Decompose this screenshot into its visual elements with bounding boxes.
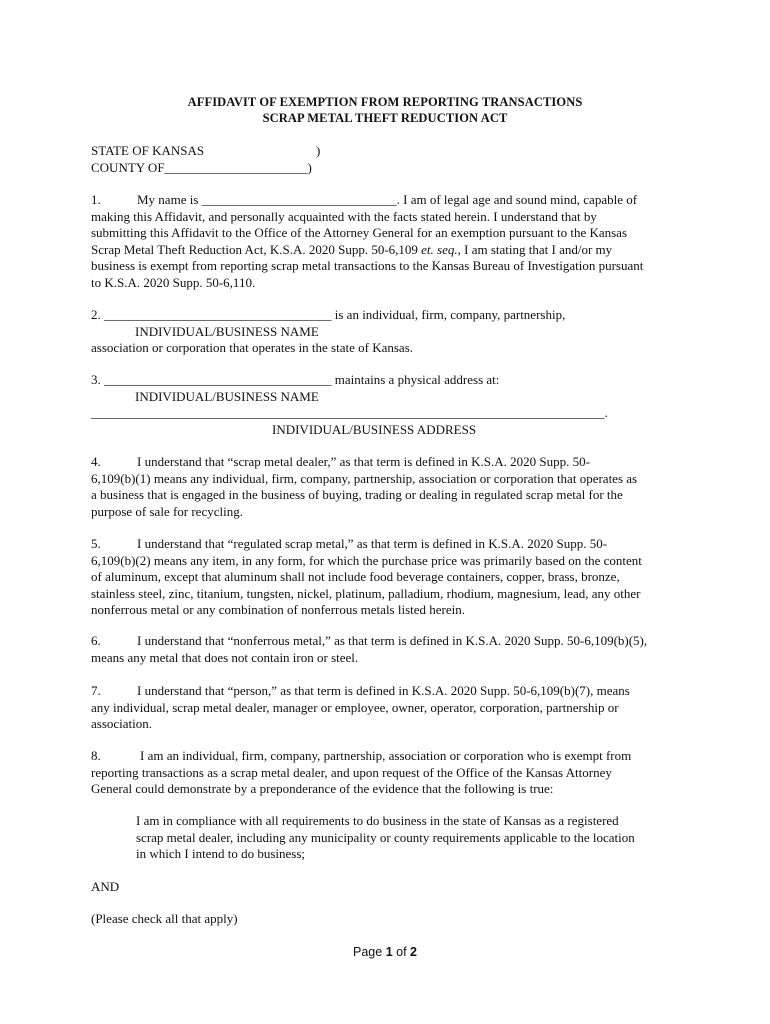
p5-line1 bbox=[91, 536, 691, 553]
p1-line4-a: Scrap Metal Theft Reduction Act, K.S.A. 2020 Supp. 50-6,109 bbox=[91, 241, 422, 257]
p4-line3: a business that is engaged in the business of buying, trading or dealing in regulated scrap metal for the bbox=[91, 487, 623, 502]
p8-line1 bbox=[91, 748, 691, 765]
p1-line6: to K.S.A. 2020 Supp. 50-6,110. bbox=[91, 274, 256, 290]
p3-caption1: INDIVIDUAL/BUSINESS NAME bbox=[135, 388, 319, 404]
document-title-line2: SCRAP METAL THEFT REDUCTION ACT bbox=[262, 111, 508, 125]
p9-line2: scrap metal dealer, including any municipality or county requirements applicable to the location bbox=[136, 829, 635, 845]
p8-line2: reporting transactions as a scrap metal dealer, and upon request of the Office of the Kansas Attorney bbox=[91, 764, 612, 780]
p2-caption: INDIVIDUAL/BUSINESS NAME bbox=[135, 323, 319, 339]
p1-number: 1. bbox=[91, 192, 101, 207]
p1-line3: submitting this Affidavit to the Office of the Attorney General for an exemption pursuant to the Kansas bbox=[91, 225, 628, 240]
p7-number: 7. bbox=[91, 683, 101, 698]
p6-line1-text: I understand that “nonferrous metal,” as that term is defined in K.S.A. 2020 Supp. 50-6,109(b)(5), bbox=[137, 633, 648, 648]
footer-page-number: 1 bbox=[385, 945, 393, 959]
state-label: STATE OF KANSAS bbox=[91, 143, 205, 158]
paragraph-4 bbox=[91, 454, 691, 520]
state-paren: ) bbox=[316, 143, 321, 158]
p3-line1: 3. ___________________________________ maintains a physical address at: bbox=[91, 372, 500, 387]
p6-line1 bbox=[91, 633, 691, 650]
check-note: (Please check all that apply) bbox=[91, 911, 238, 926]
p5-line3: of aluminum, except that aluminum shall not include food beverage containers, copper, brass, bronze, bbox=[91, 569, 620, 584]
p6-number: 6. bbox=[91, 633, 101, 648]
p5-line4: stainless steel, zinc, titanium, tungsten, nickel, platinum, palladium, rhodium, magnesium, lead, any other bbox=[91, 585, 641, 601]
document-title-line1: AFFIDAVIT OF EXEMPTION FROM REPORTING TRANSACTIONS bbox=[187, 95, 583, 109]
p8-line1-text: I am an individual, firm, company, partnership, association or corporation who is exempt from bbox=[140, 748, 632, 763]
p1-line1 bbox=[91, 192, 691, 209]
p1-line1-a: My name is bbox=[137, 192, 202, 207]
p1-line2: making this Affidavit, and personally acquainted with the facts stated herein. I understand that by bbox=[91, 208, 597, 224]
p1-line4-italic: et. seq. bbox=[421, 241, 458, 257]
p5-line2: 6,109(b)(2) means any item, in any form, for which the purchase price was primarily based on the content bbox=[91, 552, 642, 568]
name-blank: ______________________________ bbox=[201, 192, 397, 207]
and-label: AND bbox=[91, 879, 120, 894]
p2-line1: 2. ___________________________________ is an individual, firm, company, partnership, bbox=[91, 307, 566, 322]
p6-line2: means any metal that does not contain iron or steel. bbox=[91, 649, 359, 665]
p1-line5: business is exempt from reporting scrap metal transactions to the Kansas Bureau of Investigation pursuant bbox=[91, 258, 644, 273]
p4-line2: 6,109(b)(1) means any individual, firm, company, partnership, association or corporation that operates as bbox=[91, 470, 638, 486]
p4-line4: purpose of sale for recycling. bbox=[91, 503, 243, 519]
p8-number: 8. bbox=[91, 748, 101, 763]
address-blank-line: _______________________________________________________________________________. bbox=[91, 405, 608, 420]
p7-line1-text: I understand that “person,” as that term is defined in K.S.A. 2020 Supp. 50-6,109(b)(7), means bbox=[137, 683, 630, 698]
paragraph-6 bbox=[91, 633, 691, 666]
p7-line3: association. bbox=[91, 716, 153, 731]
county-line: COUNTY OF______________________) bbox=[91, 160, 312, 175]
p1-line4-b: , I am stating that I and/or my bbox=[457, 241, 613, 257]
p5-line5: nonferrous metal or any combination of nonferrous metals listed herein. bbox=[91, 602, 466, 617]
p5-line1-text: I understand that “regulated scrap metal,” as that term is defined in K.S.A. 2020 Supp. 50- bbox=[137, 536, 608, 551]
p8-line3: General could demonstrate by a preponderance of the evidence that the following is true: bbox=[91, 781, 554, 796]
p3-caption2: INDIVIDUAL/BUSINESS ADDRESS bbox=[272, 421, 477, 437]
state-line bbox=[91, 143, 691, 160]
paragraph-7 bbox=[91, 683, 691, 733]
p2-line2: association or corporation that operates in the state of Kansas. bbox=[91, 340, 414, 355]
paragraph-5 bbox=[91, 536, 691, 619]
paragraph-2 bbox=[91, 307, 691, 357]
p7-line1 bbox=[91, 683, 691, 700]
p1-line1-b: . I am of legal age and sound mind, capable of bbox=[396, 192, 638, 207]
p4-line1-text: I understand that “scrap metal dealer,” as that term is defined in K.S.A. 2020 Supp. 50- bbox=[137, 454, 590, 469]
footer-page-word: Page bbox=[353, 945, 386, 959]
footer-page-total: 2 bbox=[410, 945, 417, 959]
compliance-paragraph bbox=[136, 813, 696, 863]
paragraph-3 bbox=[91, 372, 691, 438]
paragraph-8 bbox=[91, 748, 691, 798]
page-footer bbox=[0, 944, 770, 961]
p9-line1: I am in compliance with all requirements to do business in the state of Kansas as a registered bbox=[136, 813, 619, 828]
p7-line2: any individual, scrap metal dealer, manager or employee, owner, operator, corporation, partnership or bbox=[91, 699, 619, 715]
paragraph-1 bbox=[91, 192, 691, 291]
p4-line1 bbox=[91, 454, 691, 471]
p9-line3: in which I intend to do business; bbox=[136, 846, 305, 861]
footer-of-word: of bbox=[392, 945, 411, 959]
p1-line4 bbox=[91, 242, 691, 259]
p5-number: 5. bbox=[91, 536, 101, 551]
p4-number: 4. bbox=[91, 454, 101, 469]
